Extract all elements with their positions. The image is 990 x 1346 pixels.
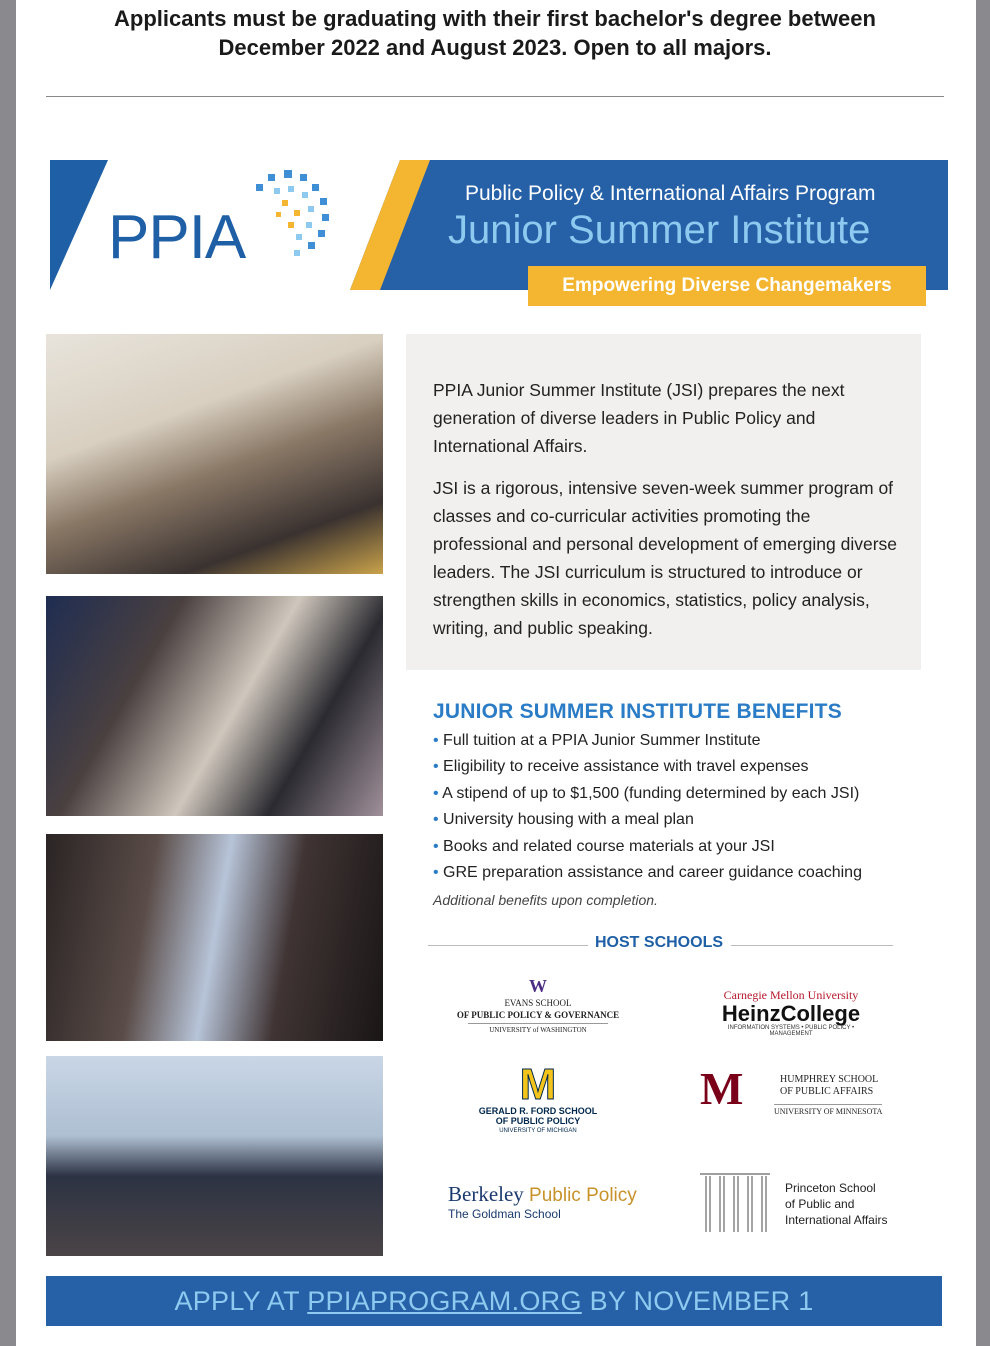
list-item: • Full tuition at a PPIA Junior Summer Institute <box>433 728 913 754</box>
list-item: • University housing with a meal plan <box>433 807 913 833</box>
eligibility-notice <box>0 4 990 62</box>
program-title: Junior Summer Institute <box>448 208 871 252</box>
notice-line-2: December 2022 and August 2023. Open to all majors. <box>218 35 772 60</box>
apply-prefix: APPLY AT <box>174 1286 308 1316</box>
goldman-school: The Goldman School <box>448 1207 561 1221</box>
ford-line-3: UNIVERSITY OF MICHIGAN <box>499 1128 577 1134</box>
princeton-columns-icon <box>698 1172 772 1234</box>
apply-suffix: BY NOVEMBER 1 <box>581 1286 814 1316</box>
umich-ford-logo <box>478 1060 598 1136</box>
berkeley-logo <box>448 1182 648 1221</box>
umn-humphrey-logo <box>700 1063 890 1128</box>
apply-banner <box>46 1276 942 1326</box>
princeton-line-1: Princeton School <box>785 1181 876 1195</box>
host-schools-rule-left <box>428 945 588 946</box>
humphrey-line-1: HUMPHREY SCHOOL <box>780 1074 879 1085</box>
berkeley-public-policy: Public Policy <box>529 1185 637 1206</box>
networking-photo <box>46 596 383 816</box>
list-item: • Eligibility to receive assistance with travel expenses <box>433 754 913 780</box>
classroom-photo <box>46 334 383 574</box>
princeton-line-2: of Public and <box>785 1197 855 1211</box>
princeton-logo-text <box>785 1180 888 1228</box>
cmu-name: Carnegie Mellon University <box>723 988 859 1002</box>
humphrey-line-3: UNIVERSITY OF MINNESOTA <box>774 1104 882 1118</box>
ppia-wordmark: PPIA <box>108 203 246 272</box>
divider <box>46 96 944 97</box>
benefits-list <box>433 728 913 886</box>
benefits-note: Additional benefits upon completion. <box>433 892 658 908</box>
host-schools-heading: HOST SCHOOLS <box>595 934 724 951</box>
logo-slash-shape <box>50 160 108 290</box>
notice-line-1: Applicants must be graduating with their first bachelor's degree between <box>114 6 876 31</box>
list-item: • GRE preparation assistance and career guidance coaching <box>433 860 913 886</box>
heinz-college-name: HeinzCollege <box>721 1001 861 1026</box>
ppia-logo <box>50 160 370 290</box>
cmu-heinz-logo <box>706 988 876 1037</box>
uw-line-1: EVANS SCHOOL <box>504 998 572 1008</box>
umich-block-m-icon: M <box>519 1060 557 1109</box>
uw-mark: W <box>529 976 547 996</box>
host-schools-rule-right <box>731 945 893 946</box>
umn-m-icon: M <box>700 1063 744 1114</box>
heinz-subtitle: INFORMATION SYSTEMS • PUBLIC POLICY • MANAGEMENT <box>727 1025 855 1037</box>
ppia-banner <box>50 160 948 296</box>
princeton-line-3: International Affairs <box>785 1213 888 1227</box>
description-paragraph-2: JSI is a rigorous, intensive seven-week summer program of classes and co-curricular activities promoting the professional and personal development of emerging diverse leaders. The JSI curriculum is structured to introduce or strengthen skills in economics, statistics, policy analysis, writing, and public speaking. <box>433 478 898 638</box>
uw-evans-logo <box>448 976 628 1036</box>
group-photo <box>46 1056 383 1256</box>
ford-line-1: GERALD R. FORD SCHOOL <box>478 1106 598 1116</box>
uw-line-2: OF PUBLIC POLICY & GOVERNANCE <box>456 1010 620 1020</box>
apply-link[interactable]: PPIAPROGRAM.ORG <box>307 1286 582 1316</box>
benefits-heading: JUNIOR SUMMER INSTITUTE BENEFITS <box>433 700 842 723</box>
berkeley-name: Berkeley <box>448 1182 524 1206</box>
tagline-badge: Empowering Diverse Changemakers <box>528 266 926 306</box>
ford-line-2: OF PUBLIC POLICY <box>495 1116 581 1126</box>
list-item: • A stipend of up to $1,500 (funding determined by each JSI) <box>433 781 913 807</box>
description-paragraph-1: PPIA Junior Summer Institute (JSI) prepares the next generation of diverse leaders in Public Policy and International Affairs. <box>433 380 845 456</box>
uw-line-3: UNIVERSITY of WASHINGTON <box>468 1023 608 1036</box>
program-subtitle: Public Policy & International Affairs Program <box>465 182 876 205</box>
discussion-photo <box>46 834 383 1041</box>
flyer-page <box>16 0 976 1346</box>
list-item: • Books and related course materials at your JSI <box>433 834 913 860</box>
ppia-burst-icon <box>238 166 338 266</box>
humphrey-line-2: OF PUBLIC AFFAIRS <box>780 1086 874 1097</box>
